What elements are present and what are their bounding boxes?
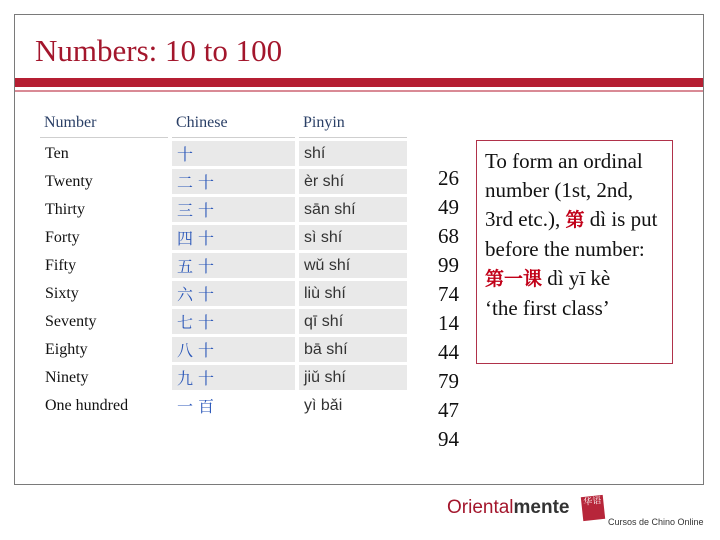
note-text-1: To form an ordinal number (1st, 2nd, 3rd etc.), <box>485 149 643 231</box>
chinese-cell: 九十 <box>172 365 295 390</box>
table-row <box>40 309 407 334</box>
pinyin-cell: èr shí <box>299 169 407 194</box>
table-row <box>40 337 407 362</box>
col-header-chinese: Chinese <box>172 111 295 138</box>
chinese-cell: 二十 <box>172 169 295 194</box>
seal-icon: 华语 <box>581 495 605 521</box>
english-cell: Eighty <box>45 340 88 358</box>
pinyin-cell: wǔ shí <box>299 253 407 278</box>
practice-number: 49 <box>438 195 459 219</box>
example-chinese: 第一课 <box>485 268 543 290</box>
numbers-table <box>36 108 411 421</box>
ordinal-prefix-char: 第 <box>565 209 585 231</box>
english-cell: Fifty <box>45 256 77 274</box>
table-row <box>40 169 407 194</box>
practice-number: 44 <box>438 340 459 364</box>
english-cell: Ninety <box>45 368 89 386</box>
practice-number: 99 <box>438 253 459 277</box>
brand-name-part1: Oriental <box>447 497 514 518</box>
chinese-cell: 六十 <box>172 281 295 306</box>
pinyin-cell: jiǔ shí <box>299 365 407 390</box>
practice-number: 68 <box>438 224 459 248</box>
english-cell: Seventy <box>45 312 97 330</box>
practice-number: 94 <box>438 427 459 451</box>
title-rule-thin <box>15 90 703 92</box>
english-cell: Twenty <box>45 172 93 190</box>
table-header-row <box>40 111 407 138</box>
table-row <box>40 253 407 278</box>
english-cell: Forty <box>45 228 80 246</box>
chinese-cell: 一百 <box>172 393 295 418</box>
pinyin-cell: shí <box>299 141 407 166</box>
ordinal-note-box <box>476 140 673 364</box>
pinyin-cell: qī shí <box>299 309 407 334</box>
english-cell: Sixty <box>45 284 79 302</box>
table-row <box>40 281 407 306</box>
chinese-cell: 五十 <box>172 253 295 278</box>
chinese-cell: 十 <box>172 141 295 166</box>
example-translation: ‘the first class’ <box>485 296 610 320</box>
practice-number: 14 <box>438 311 459 335</box>
table-row <box>40 225 407 250</box>
table-row <box>40 393 407 418</box>
brand-name-part2: mente <box>513 497 570 518</box>
table-row <box>40 365 407 390</box>
pinyin-cell: sì shí <box>299 225 407 250</box>
practice-number: 47 <box>438 398 459 422</box>
practice-number: 74 <box>438 282 459 306</box>
pinyin-cell: sān shí <box>299 197 407 222</box>
title-rule <box>15 78 703 87</box>
chinese-cell: 三十 <box>172 197 295 222</box>
brand-tagline: Cursos de Chino Online <box>608 517 704 527</box>
example-pinyin: dì yī kè <box>547 266 611 290</box>
english-cell: Thirty <box>45 200 85 218</box>
col-header-pinyin: Pinyin <box>299 111 407 138</box>
chinese-cell: 四十 <box>172 225 295 250</box>
brand-logo <box>447 497 570 519</box>
english-cell: Ten <box>45 144 69 162</box>
pinyin-cell: yì bǎi <box>299 393 407 418</box>
col-header-number: Number <box>40 111 168 138</box>
english-cell: One hundred <box>45 396 129 414</box>
chinese-cell: 八十 <box>172 337 295 362</box>
table-row <box>40 141 407 166</box>
pinyin-cell: bā shí <box>299 337 407 362</box>
note-text-2: dì is put before the number: <box>485 207 658 261</box>
practice-numbers-list <box>438 164 459 454</box>
table-row <box>40 197 407 222</box>
chinese-cell: 七十 <box>172 309 295 334</box>
practice-number: 26 <box>438 166 459 190</box>
page-title: Numbers: 10 to 100 <box>35 33 283 68</box>
pinyin-cell: liù shí <box>299 281 407 306</box>
practice-number: 79 <box>438 369 459 393</box>
